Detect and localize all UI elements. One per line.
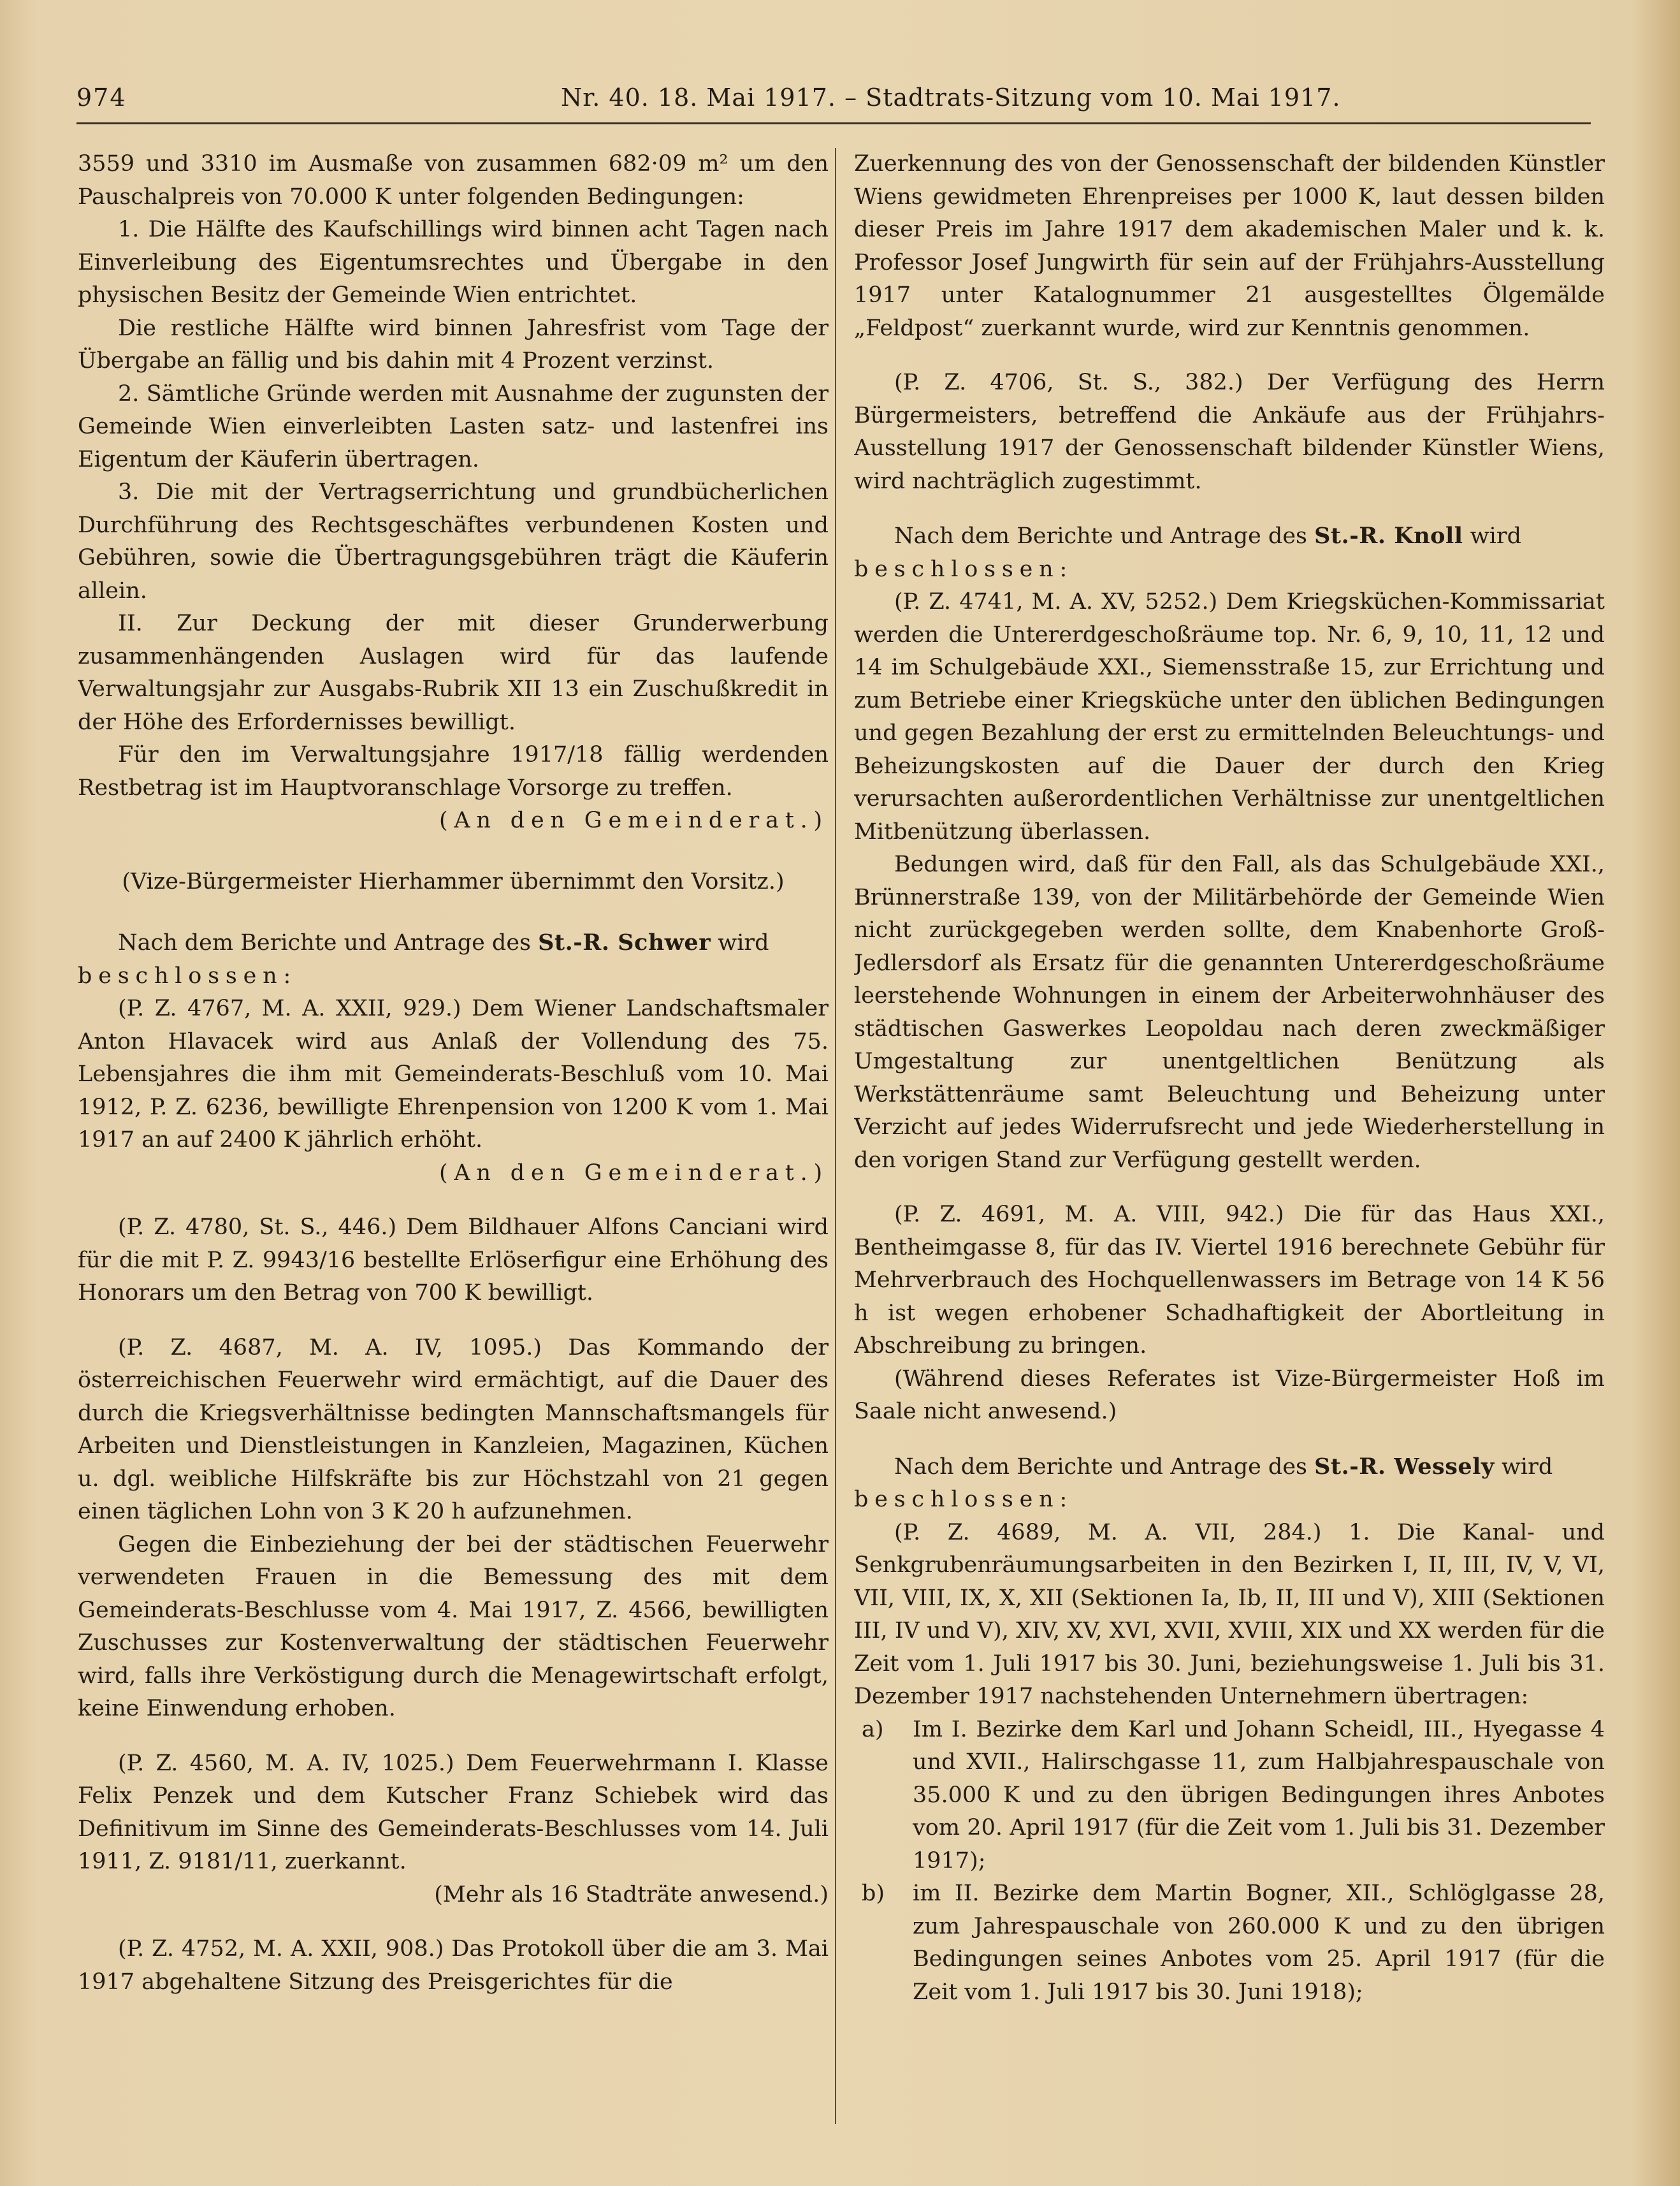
paragraph: Zuerkennung des von der Genossenschaft der bildenden Künstler Wiens gewidmeten Ehrenpreises per 1000 K, laut dessen bilden dieser Preis im Jahre 1917 dem akademischen Maler und k. k. Professor Josef Jungwirth für sein auf der Frühjahrs-Ausstellung 1917 unter Katalognummer 21 ausgestelltes Ölgemälde „Feldpost“ zuerkannt wurde, wird zur Kenntnis genommen.	[854, 151, 1605, 341]
right-column	[854, 148, 1605, 2175]
list-item-text: im II. Bezirke dem Martin Bogner, XII., Schlöglgasse 28, zum Jahrespauschale von 260.000 K und zu den übrigen Bedingungen seines Anbotes vom 25. April 1917 (für die Zeit vom 1. Juli 1917 bis 30. Juni 1918);	[913, 1881, 1605, 2005]
contractor-list	[854, 1714, 1605, 2009]
list-item	[854, 1714, 1605, 1878]
beschlossen-label: beschlossen:	[854, 1487, 1074, 1512]
paragraph: Für den im Verwaltungsjahre 1917/18 fällig werdenden Restbetrag ist im Hauptvoranschlage Vorsorge zu treffen.	[78, 742, 829, 801]
note: (An den Gemeinderat.)	[438, 808, 829, 833]
list-item	[854, 1877, 1605, 2009]
header-rule	[76, 122, 1591, 124]
paragraph: (P. Z. 4767, M. A. XXII, 929.) Dem Wiener Landschaftsmaler Anton Hlavacek wird aus Anlaß der Vollendung des 75. Lebensjahres die ihm mit Gemeinderats-Beschluß vom 10. Mai 1912, P. Z. 6236, bewilligte Ehrenpension von 1200 K vom 1. Mai 1917 an auf 2400 K jährlich erhöht.	[78, 996, 829, 1153]
vice-mayor-note: (Vize-Bürgermeister Hierhammer übernimmt den Vorsitz.)	[122, 868, 785, 894]
left-column	[78, 148, 829, 2175]
beschlossen-label: beschlossen:	[854, 556, 1074, 582]
note: (Mehr als 16 Stadträte anwesend.)	[434, 1881, 829, 1907]
councillor-name: St.-R. Schwer	[538, 929, 711, 956]
report-intro: Nach dem Berichte und Antrage des St.-R. Schwer wird	[118, 929, 769, 956]
paragraph: 3559 und 3310 im Ausmaße von zusammen 682·09 m² um den Pauschalpreis von 70.000 K unter folgenden Bedingungen:	[78, 151, 829, 210]
column-divider	[835, 148, 836, 2124]
report-intro: Nach dem Berichte und Antrage des St.-R. Wessely wird	[894, 1453, 1553, 1480]
issue-line: Nr. 40. 18. Mai 1917. – Stadtrats-Sitzung vom 10. Mai 1917.	[561, 84, 1341, 112]
paragraph: (P. Z. 4560, M. A. IV, 1025.) Dem Feuerwehrmann I. Klasse Felix Penzek und dem Kutscher Franz Schiebek wird das Definitivum im Sinne des Gemeinderats-Beschlusses vom 14. Juli 1911, Z. 9181/11, zuerkannt.	[78, 1750, 829, 1874]
paragraph: 2. Sämtliche Gründe werden mit Ausnahme der zugunsten der Gemeinde Wien einverleibten Lasten satz- und lastenfrei ins Eigentum der Käuferin übertragen.	[78, 381, 829, 472]
paragraph: (P. Z. 4687, M. A. IV, 1095.) Das Kommando der österreichischen Feuerwehr wird ermächtigt, auf die Dauer des durch die Kriegsverhältnisse bedingten Mannschaftsmangels für Arbeiten und Dienstleistungen in Kanzleien, Magazinen, Küchen u. dgl. weibliche Hilfskräfte bis zur Höchstzahl von 21 gegen einen täglichen Lohn von 3 K 20 h aufzunehmen.	[78, 1334, 829, 1524]
paragraph: (Während dieses Referates ist Vize-Bürgermeister Hoß im Saale nicht anwesend.)	[854, 1366, 1605, 1424]
page-number: 974	[76, 84, 127, 112]
paragraph: (P. Z. 4752, M. A. XXII, 908.) Das Protokoll über die am 3. Mai 1917 abgehaltene Sitzung des Preisgerichtes für die	[78, 1936, 829, 1995]
list-item-text: Im I. Bezirke dem Karl und Johann Scheidl, III., Hyegasse 4 und XVII., Halirschgasse 11, zum Halbjahrespauschale von 35.000 K und zu den übrigen Bedingungen ihres Anbotes vom 20. April 1917 (für die Zeit vom 1. Juli bis 31. Dezember 1917);	[913, 1716, 1605, 1874]
list-item-label: b)	[862, 1881, 885, 1906]
paragraph: (P. Z. 4780, St. S., 446.) Dem Bildhauer Alfons Canciani wird für die mit P. Z. 9943/16 bestellte Erlöserfigur eine Erhöhung des Honorars um den Betrag von 700 K bewilligt.	[78, 1214, 829, 1306]
paragraph: 3. Die mit der Vertragserrichtung und grundbücherlichen Durchführung des Rechtsgeschäftes verbundenen Kosten und Gebühren, sowie die Übertragungsgebühren trägt die Käuferin allein.	[78, 479, 829, 604]
note: (An den Gemeinderat.)	[438, 1160, 829, 1186]
list-item-label: a)	[862, 1716, 884, 1742]
paragraph: (P. Z. 4691, M. A. VIII, 942.) Die für das Haus XXI., Bentheimgasse 8, für das IV. Viertel 1916 berechnete Gebühr für Mehrverbrauch des Hochquellenwassers im Betrage von 14 K 56 h ist wegen erhobener Schadhaftigkeit der Abortleitung in Abschreibung zu bringen.	[854, 1202, 1605, 1359]
paragraph: II. Zur Deckung der mit dieser Grunderwerbung zusammenhängenden Auslagen wird für das laufende Verwaltungsjahr zur Ausgabs-Rubrik XII 13 ein Zuschußkredit in der Höhe des Erfordernisses bewilligt.	[78, 611, 829, 735]
paragraph: (P. Z. 4741, M. A. XV, 5252.) Dem Kriegsküchen-Kommissariat werden die Untererdgeschoßräume top. Nr. 6, 9, 10, 11, 12 und 14 im Schulgebäude XXI., Siemensstraße 15, zur Errichtung und zum Betriebe einer Kriegsküche unter den üblichen Bedingungen und gegen Bezahlung der erst zu ermittelnden Beleuchtungs- und Beheizungskosten auf die Dauer der durch den Krieg verursachten außerordentlichen Verhältnisse zur unentgeltlichen Mitbenützung überlassen.	[854, 589, 1605, 845]
paragraph: (P. Z. 4689, M. A. VII, 284.) 1. Die Kanal- und Senkgrubenräumungsarbeiten in den Bezirken I, II, III, IV, V, VI, VII, VIII, IX, X, XII (Sektionen Ia, Ib, II, III und V), XIII (Sektionen III, IV und V), XIV, XV, XVI, XVII, XVIII, XIX und XX werden für die Zeit vom 1. Juli 1917 bis 30. Juni, beziehungsweise 1. Juli bis 31. Dezember 1917 nachstehenden Unternehmern übertragen:	[854, 1519, 1605, 1709]
paragraph: Die restliche Hälfte wird binnen Jahresfrist vom Tage der Übergabe an fällig und bis dahin mit 4 Prozent verzinst.	[78, 315, 829, 374]
paragraph: Bedungen wird, daß für den Fall, als das Schulgebäude XXI., Brünnerstraße 139, von der Militärbehörde der Gemeinde Wien nicht zurückgegeben werden sollte, dem Knabenhorte Groß-Jedlersdorf als Ersatz für die genannten Untererdgeschoßräume leerstehende Wohnungen in einem der Arbeiterwohnhäuser des städtischen Gaswerkes Leopoldau nach deren zweckmäßiger Umgestaltung zur unentgeltlichen Benützung als Werkstättenräume samt Beleuchtung und Beheizung unter Verzicht auf jedes Widerrufsrecht und jede Wiederherstellung in den vorigen Stand zur Verfügung gestellt werden.	[854, 852, 1605, 1173]
report-intro: Nach dem Berichte und Antrage des St.-R. Knoll wird	[894, 523, 1522, 549]
paragraph: 1. Die Hälfte des Kaufschillings wird binnen acht Tagen nach Einverleibung des Eigentumsrechtes und Übergabe in den physischen Besitz der Gemeinde Wien entrichtet.	[78, 217, 829, 308]
paragraph: (P. Z. 4706, St. S., 382.) Der Verfügung des Herrn Bürgermeisters, betreffend die Ankäufe aus der Frühjahrs-Ausstellung 1917 der Genossenschaft bildender Künstler Wiens, wird nachträglich zugestimmt.	[854, 370, 1605, 494]
councillor-name: St.-R. Wessely	[1314, 1453, 1495, 1480]
paragraph: Gegen die Einbeziehung der bei der städtischen Feuerwehr verwendeten Frauen in die Bemessung des mit dem Gemeinderats-Beschlusse vom 4. Mai 1917, Z. 4566, bewilligten Zuschusses zur Kostenverwaltung der städtischen Feuerwehr wird, falls ihre Verköstigung durch die Menagewirtschaft erfolgt, keine Einwendung erhoben.	[78, 1531, 829, 1721]
beschlossen-label: beschlossen:	[78, 963, 298, 989]
councillor-name: St.-R. Knoll	[1314, 523, 1463, 549]
page-header	[76, 75, 1591, 120]
